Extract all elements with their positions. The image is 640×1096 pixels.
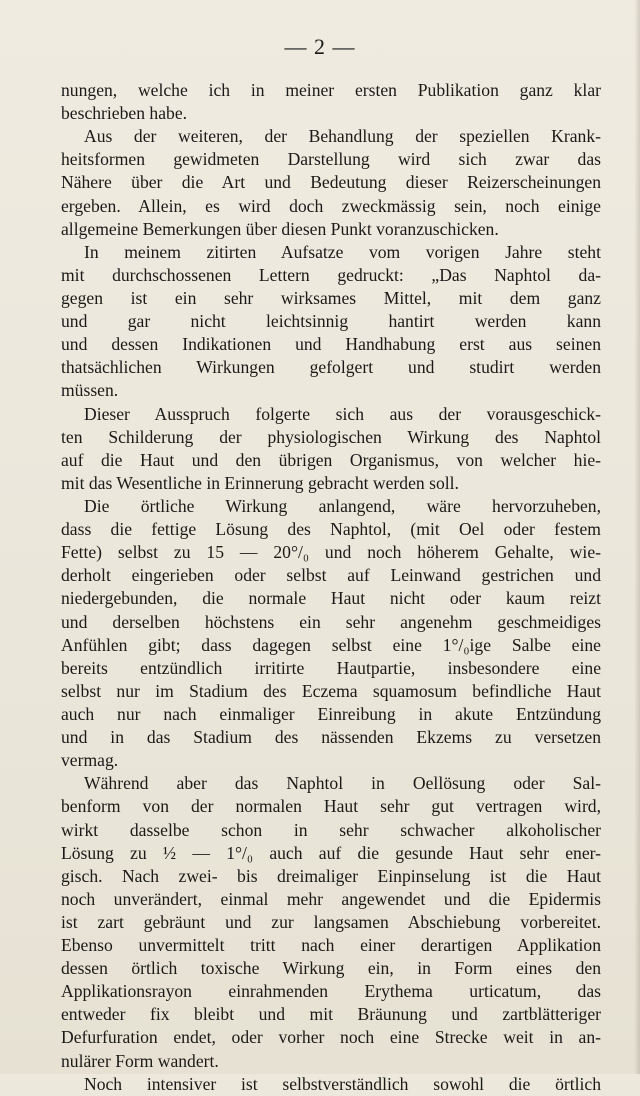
text-line: mit das Wesentliche in Erinnerung gebracht werden soll. bbox=[61, 472, 459, 493]
text-line: heitsformen gewidmeten Darstellung wird sich zwar das bbox=[61, 149, 601, 170]
text-line: ergeben. Allein, es wird doch zweckmässig sein, noch einige bbox=[61, 195, 601, 216]
text-line: selbst nur im Stadium des Eczema squamosum befindliche Haut bbox=[61, 680, 601, 701]
text-line: gisch. Nach zwei- bis dreimaliger Einpinselung ist die Haut bbox=[61, 865, 601, 886]
text-line: und derselben höchstens ein sehr angenehm geschmeidiges bbox=[61, 611, 601, 632]
text-line: gegen ist ein sehr wirksames Mittel, mit dem ganz bbox=[61, 287, 601, 308]
text-line: noch unverändert, einmal mehr angewendet und die Epidermis bbox=[61, 888, 601, 909]
text-line: entweder fix bleibt und mit Bräunung und zartblätteriger bbox=[61, 1004, 601, 1025]
text-line: ten Schilderung der physiologischen Wirkung des Naphtol bbox=[61, 426, 601, 447]
text-line: müssen. bbox=[61, 380, 119, 401]
text-line: auf die Haut und den übrigen Organismus, von welcher hie- bbox=[61, 449, 601, 470]
text-line: In meinem zitirten Aufsatze vom vorigen Jahre steht bbox=[84, 241, 601, 262]
text-line: Nähere über die Art und Bedeutung dieser Reizerscheinungen bbox=[61, 172, 601, 193]
text-line: dessen örtlich toxische Wirkung ein, in Form eines den bbox=[61, 958, 601, 979]
text-line: auch nur nach einmaliger Einreibung in akute Entzündung bbox=[61, 703, 601, 724]
text-line: thatsächlichen Wirkungen gefolgert und studirt werden bbox=[61, 357, 601, 378]
text-line: Lösung zu ½ — 1°/₀ auch auf die gesunde Haut sehr ener- bbox=[61, 842, 601, 863]
text-line: derholt eingerieben oder selbst auf Leinwand gestrichen und bbox=[61, 565, 601, 586]
text-line: vermag. bbox=[61, 750, 119, 771]
text-line: Fette) selbst zu 15 — 20°/₀ und noch höherem Gehalte, wie- bbox=[61, 542, 601, 563]
text-line: und dessen Indikationen und Handhabung erst aus seinen bbox=[61, 334, 601, 355]
text-line: ist zart gebräunt und zur langsamen Abschiebung vorbereitet. bbox=[61, 911, 601, 932]
text-line: Anfühlen gibt; dass dagegen selbst eine 1°/₀ige Salbe eine bbox=[61, 634, 601, 655]
text-line: allgemeine Bemerkungen über diesen Punkt voranzuschicken. bbox=[61, 218, 499, 239]
text-line: dass die fettige Lösung des Naphtol, (mit Oel oder festem bbox=[61, 519, 601, 540]
page-number: — 2 — bbox=[284, 34, 356, 59]
text-line: nulärer Form wandert. bbox=[61, 1050, 219, 1071]
text-line: Applikationsrayon einrahmenden Erythema urticatum, das bbox=[61, 981, 601, 1002]
page-edge-shadow bbox=[634, 0, 640, 1074]
text-line: benform von der normalen Haut sehr gut vertragen wird, bbox=[61, 796, 601, 817]
text-line: bereits entzündlich irritirte Hautpartie, insbesondere eine bbox=[61, 657, 601, 678]
text-line: nungen, welche ich in meiner ersten Publikation ganz klar bbox=[61, 80, 601, 100]
text-line: Ebenso unvermittelt tritt nach einer derartigen Applikation bbox=[61, 935, 601, 956]
body-text bbox=[61, 79, 601, 1096]
text-line: Defurfuration endet, oder vorher noch eine Strecke weit in an- bbox=[61, 1027, 601, 1048]
text-line: mit durchschossenen Lettern gedruckt: „Das Naphtol da- bbox=[61, 264, 601, 285]
text-line: niedergebunden, die normale Haut nicht oder kaum reizt bbox=[61, 588, 601, 609]
text-line: Die örtliche Wirkung anlangend, wäre hervorzuheben, bbox=[84, 495, 601, 516]
text-line: beschrieben habe. bbox=[61, 103, 188, 124]
text-line: und in das Stadium des nässenden Ekzems zu versetzen bbox=[61, 727, 601, 748]
text-line: wirkt dasselbe schon in sehr schwacher alkoholischer bbox=[61, 819, 601, 840]
text-line: Dieser Ausspruch folgerte sich aus der vorausgeschick- bbox=[84, 403, 601, 424]
text-line: Während aber das Naphtol in Oellösung oder Sal- bbox=[84, 773, 601, 794]
text-line: Aus der weiteren, der Behandlung der speziellen Krank- bbox=[84, 126, 601, 147]
text-line: Noch intensiver ist selbstverständlich sowohl die örtlich bbox=[84, 1073, 601, 1094]
text-line: und gar nicht leichtsinnig hantirt werden kann bbox=[61, 311, 601, 332]
